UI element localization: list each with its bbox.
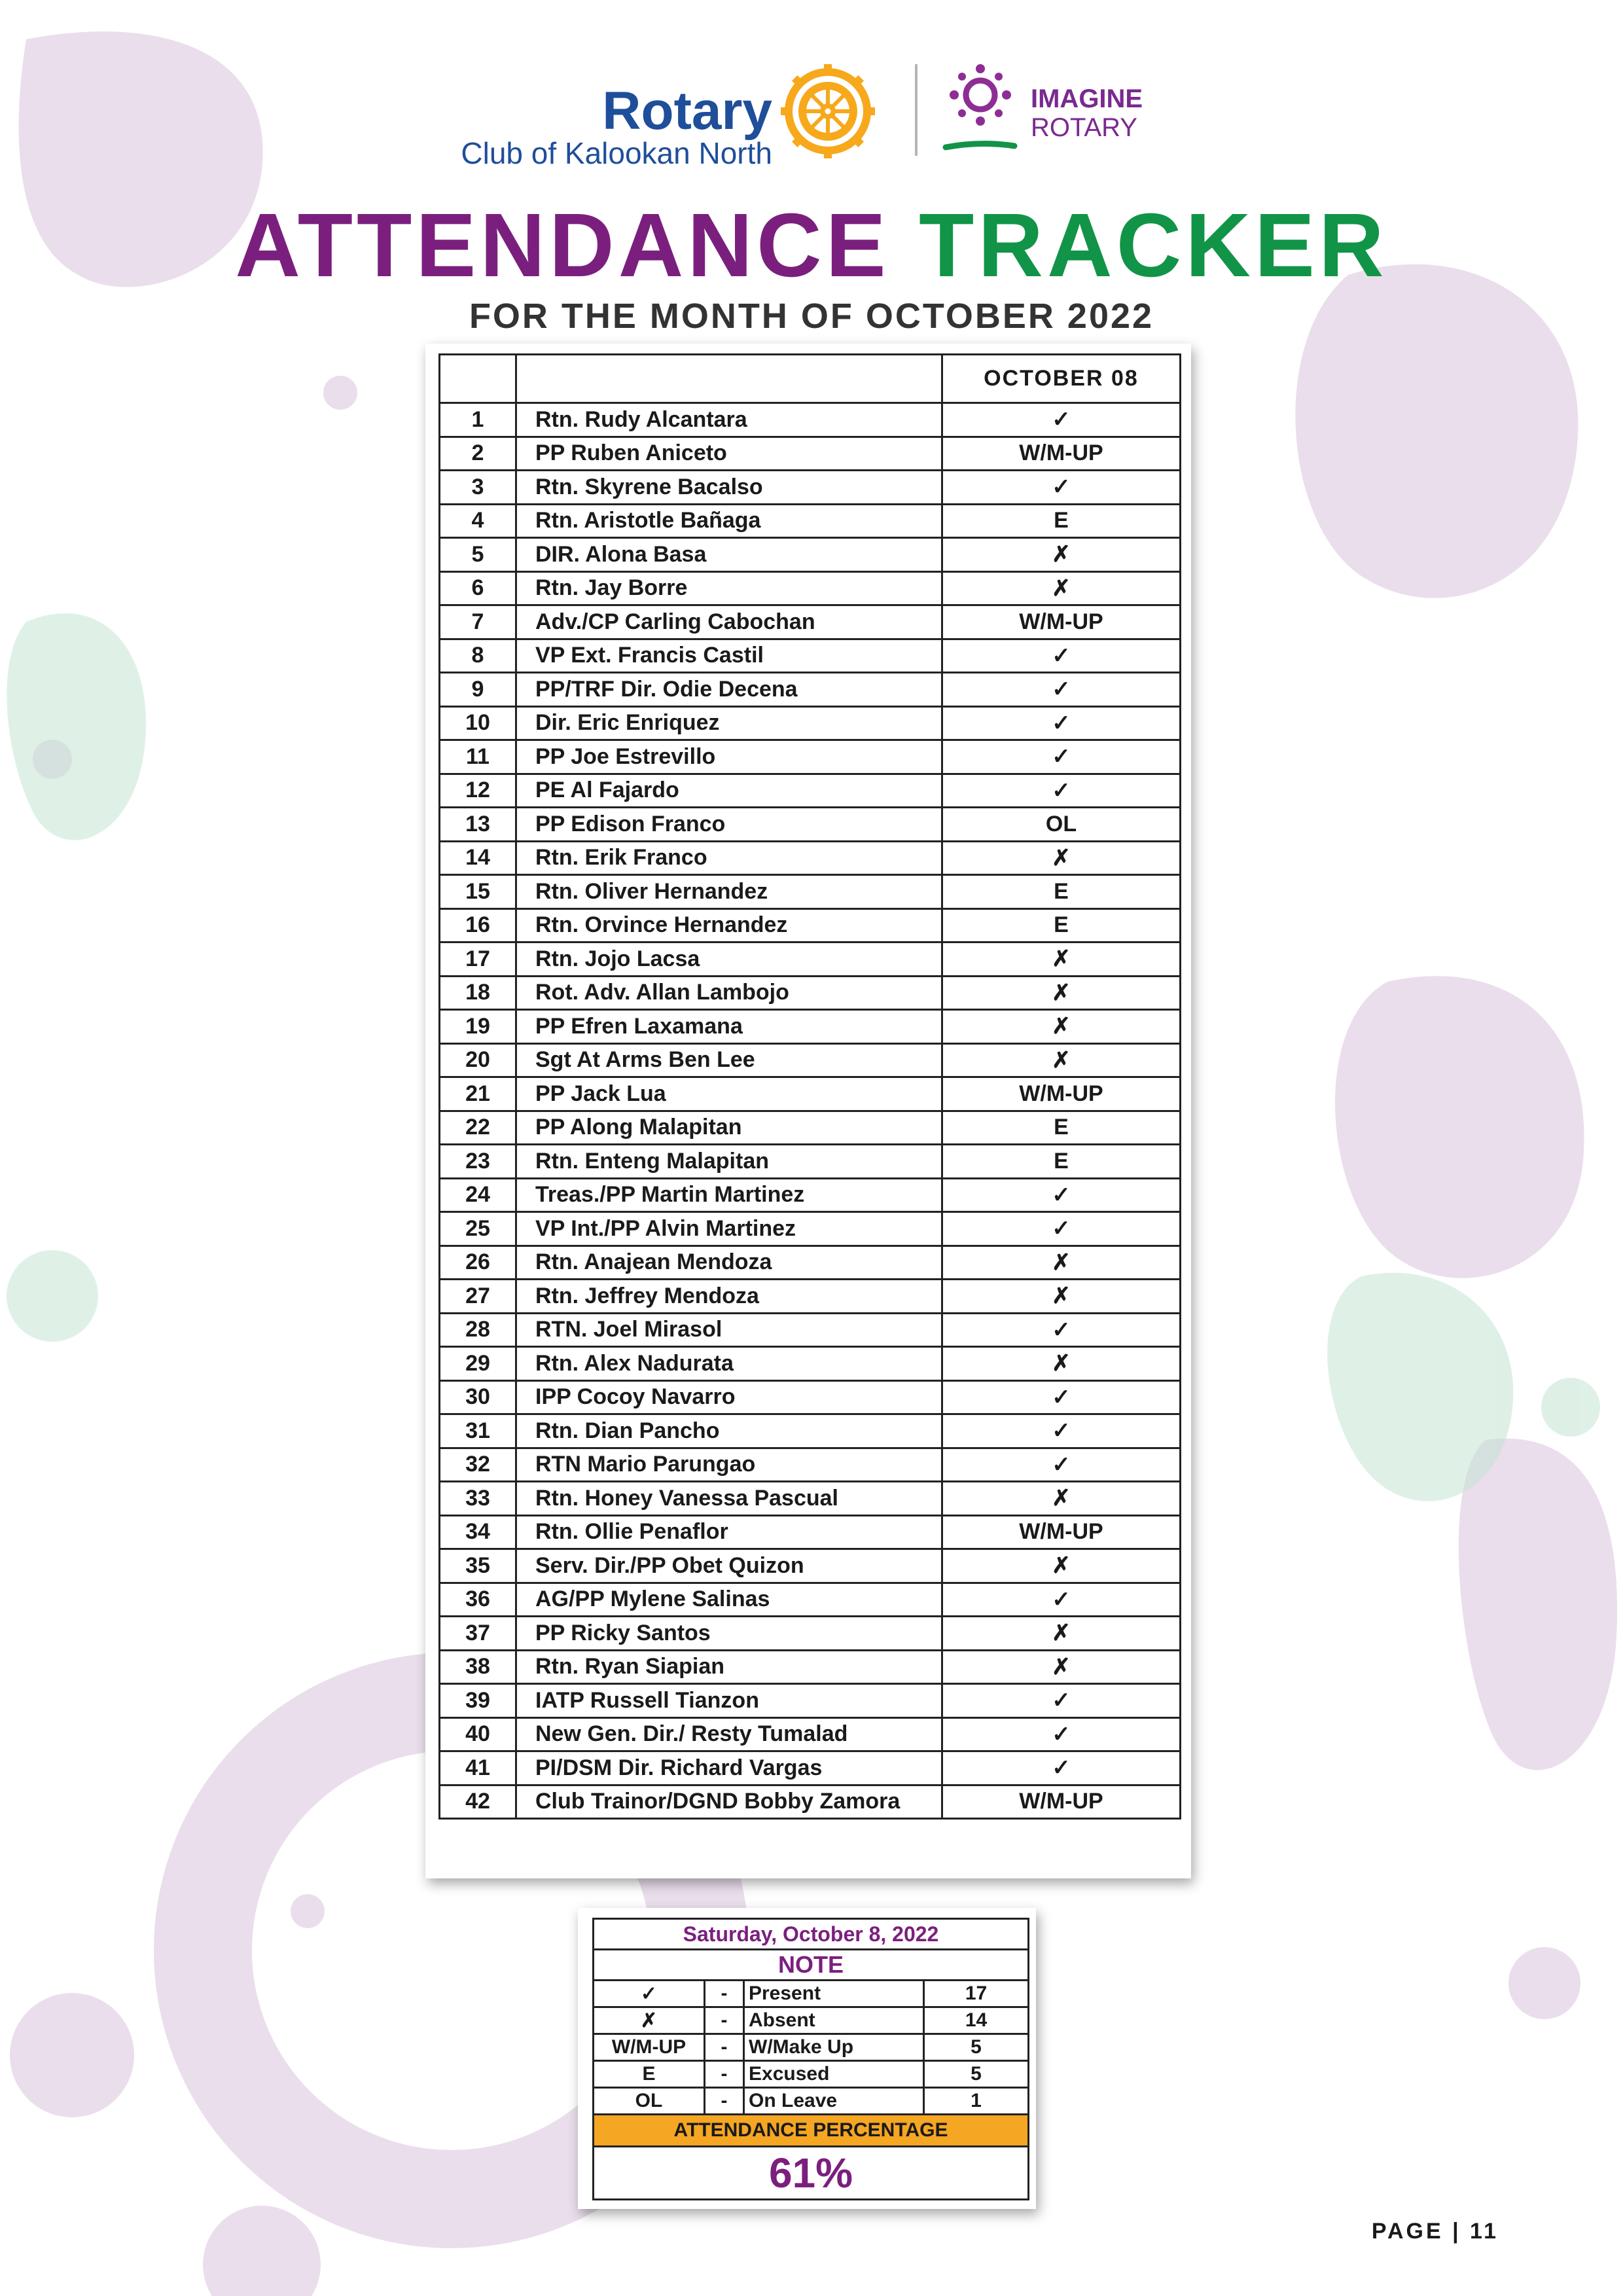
row-num: 21 xyxy=(440,1077,516,1111)
legend-count: 5 xyxy=(924,2034,1029,2061)
row-name: Rtn. Anajean Mendoza xyxy=(516,1246,942,1280)
row-num: 10 xyxy=(440,706,516,740)
row-name: Rtn. Ryan Siapian xyxy=(516,1650,942,1684)
row-status: W/M-UP xyxy=(942,1785,1181,1819)
title-word-tracker: TRACKER xyxy=(919,195,1388,296)
attendance-rows xyxy=(440,403,1181,1819)
rotary-wordmark: Rotary xyxy=(602,81,772,141)
row-name: RTN Mario Parungao xyxy=(516,1448,942,1482)
row-num: 28 xyxy=(440,1313,516,1347)
row-num: 18 xyxy=(440,976,516,1010)
row-name: Adv./CP Carling Cabochan xyxy=(516,605,942,639)
row-name: Rtn. Erik Franco xyxy=(516,841,942,875)
row-num: 11 xyxy=(440,740,516,774)
row-num: 38 xyxy=(440,1650,516,1684)
row-name: Rtn. Alex Nadurata xyxy=(516,1347,942,1381)
row-name: Rtn. Aristotle Bañaga xyxy=(516,504,942,538)
row-status: ✓ xyxy=(942,1684,1181,1718)
table-row xyxy=(440,1617,1181,1651)
row-num: 9 xyxy=(440,673,516,707)
table-row xyxy=(440,504,1181,538)
row-status: ✗ xyxy=(942,1010,1181,1044)
row-status: ✗ xyxy=(942,1549,1181,1583)
legend-dash: - xyxy=(705,2061,744,2088)
table-row xyxy=(440,471,1181,505)
row-num: 29 xyxy=(440,1347,516,1381)
table-row xyxy=(440,1482,1181,1516)
row-status: ✗ xyxy=(942,1280,1181,1314)
row-status: ✓ xyxy=(942,706,1181,740)
row-status: ✓ xyxy=(942,1717,1181,1751)
row-name: Dir. Eric Enriquez xyxy=(516,706,942,740)
row-num: 25 xyxy=(440,1212,516,1246)
row-status: E xyxy=(942,1111,1181,1145)
row-status: ✓ xyxy=(942,1751,1181,1785)
legend-label: Absent xyxy=(744,2007,924,2034)
row-name: Rtn. Oliver Hernandez xyxy=(516,875,942,909)
row-name: PP Edison Franco xyxy=(516,808,942,842)
row-status: ✓ xyxy=(942,1212,1181,1246)
table-row xyxy=(440,673,1181,707)
row-status: ✗ xyxy=(942,976,1181,1010)
table-row xyxy=(440,1684,1181,1718)
row-num: 19 xyxy=(440,1010,516,1044)
row-name: Sgt At Arms Ben Lee xyxy=(516,1043,942,1077)
row-name: Rtn. Jeffrey Mendoza xyxy=(516,1280,942,1314)
page-title xyxy=(0,193,1623,298)
page-number: PAGE | 11 xyxy=(1371,2219,1499,2244)
row-status: ✗ xyxy=(942,571,1181,605)
table-row xyxy=(440,1583,1181,1617)
row-status: ✗ xyxy=(942,1650,1181,1684)
table-row xyxy=(440,740,1181,774)
row-status: ✓ xyxy=(942,1178,1181,1212)
row-name: Serv. Dir./PP Obet Quizon xyxy=(516,1549,942,1583)
legend-row xyxy=(594,2061,1029,2088)
legend-symbol: OL xyxy=(594,2088,705,2115)
table-row xyxy=(440,1414,1181,1448)
legend-count: 5 xyxy=(924,2061,1029,2088)
row-name: Rtn. Enteng Malapitan xyxy=(516,1145,942,1179)
table-row xyxy=(440,841,1181,875)
row-num: 31 xyxy=(440,1414,516,1448)
page-subtitle: FOR THE MONTH OF OCTOBER 2022 xyxy=(469,296,1154,336)
row-status: ✓ xyxy=(942,1583,1181,1617)
legend-count: 1 xyxy=(924,2088,1029,2115)
row-name: Rtn. Jay Borre xyxy=(516,571,942,605)
table-row xyxy=(440,942,1181,977)
table-row xyxy=(440,605,1181,639)
legend-row xyxy=(594,2088,1029,2115)
row-status: ✓ xyxy=(942,403,1181,437)
table-row xyxy=(440,1178,1181,1212)
table-row xyxy=(440,1212,1181,1246)
table-row xyxy=(440,1717,1181,1751)
imagine-rotary-logo xyxy=(942,62,1178,160)
summary-card xyxy=(578,1908,1036,2209)
header-num-cell xyxy=(440,355,516,403)
row-name: PP Ruben Aniceto xyxy=(516,437,942,471)
row-name: PI/DSM Dir. Richard Vargas xyxy=(516,1751,942,1785)
table-row xyxy=(440,1077,1181,1111)
row-num: 36 xyxy=(440,1583,516,1617)
table-row xyxy=(440,875,1181,909)
rotary-wheel-icon xyxy=(779,62,877,160)
row-num: 30 xyxy=(440,1380,516,1414)
row-num: 42 xyxy=(440,1785,516,1819)
legend-count: 14 xyxy=(924,2007,1029,2034)
table-row xyxy=(440,437,1181,471)
row-status: E xyxy=(942,1145,1181,1179)
table-row xyxy=(440,1145,1181,1179)
row-status: E xyxy=(942,875,1181,909)
table-row xyxy=(440,908,1181,942)
row-num: 20 xyxy=(440,1043,516,1077)
row-name: IATP Russell Tianzon xyxy=(516,1684,942,1718)
percentage-label-row xyxy=(594,2115,1029,2147)
row-num: 37 xyxy=(440,1617,516,1651)
row-name: PP Efren Laxamana xyxy=(516,1010,942,1044)
legend-label: Excused xyxy=(744,2061,924,2088)
header-name-cell xyxy=(516,355,942,403)
row-num: 23 xyxy=(440,1145,516,1179)
row-num: 27 xyxy=(440,1280,516,1314)
row-status: W/M-UP xyxy=(942,605,1181,639)
attendance-percentage-label: ATTENDANCE PERCENTAGE xyxy=(594,2115,1029,2147)
row-name: VP Ext. Francis Castil xyxy=(516,639,942,673)
table-row xyxy=(440,571,1181,605)
row-status: OL xyxy=(942,808,1181,842)
row-status: ✓ xyxy=(942,774,1181,808)
row-status: E xyxy=(942,504,1181,538)
row-name: VP Int./PP Alvin Martinez xyxy=(516,1212,942,1246)
row-name: PP Along Malapitan xyxy=(516,1111,942,1145)
row-name: Rtn. Ollie Penaflor xyxy=(516,1515,942,1549)
row-name: DIR. Alona Basa xyxy=(516,538,942,572)
table-row xyxy=(440,1549,1181,1583)
row-status: ✗ xyxy=(942,1617,1181,1651)
legend-dash: - xyxy=(705,2088,744,2115)
legend-symbol: ✗ xyxy=(594,2007,705,2034)
summary-note-label: NOTE xyxy=(594,1950,1029,1981)
row-status: ✗ xyxy=(942,841,1181,875)
row-status: ✗ xyxy=(942,1482,1181,1516)
legend-dash: - xyxy=(705,2034,744,2061)
attendance-card xyxy=(425,344,1191,1878)
row-num: 26 xyxy=(440,1246,516,1280)
row-status: E xyxy=(942,908,1181,942)
summary-note-row xyxy=(594,1950,1029,1981)
row-status: ✓ xyxy=(942,639,1181,673)
table-row xyxy=(440,1111,1181,1145)
summary-table xyxy=(592,1918,1029,2200)
table-row xyxy=(440,706,1181,740)
table-row xyxy=(440,1650,1181,1684)
table-row xyxy=(440,774,1181,808)
row-num: 24 xyxy=(440,1178,516,1212)
rotary-logo xyxy=(461,62,897,173)
row-num: 32 xyxy=(440,1448,516,1482)
row-num: 13 xyxy=(440,808,516,842)
row-num: 40 xyxy=(440,1717,516,1751)
row-name: PP Ricky Santos xyxy=(516,1617,942,1651)
row-num: 22 xyxy=(440,1111,516,1145)
row-num: 12 xyxy=(440,774,516,808)
row-name: Rtn. Honey Vanessa Pascual xyxy=(516,1482,942,1516)
attendance-percentage: 61% xyxy=(594,2147,1029,2200)
table-row xyxy=(440,1347,1181,1381)
header-date-cell: OCTOBER 08 xyxy=(942,355,1181,403)
row-status: ✗ xyxy=(942,1246,1181,1280)
row-name: Rtn. Skyrene Bacalso xyxy=(516,471,942,505)
table-row xyxy=(440,1043,1181,1077)
row-status: ✓ xyxy=(942,471,1181,505)
row-status: W/M-UP xyxy=(942,437,1181,471)
legend-dash: - xyxy=(705,2007,744,2034)
row-status: ✓ xyxy=(942,1380,1181,1414)
row-status: ✓ xyxy=(942,1414,1181,1448)
row-num: 6 xyxy=(440,571,516,605)
row-num: 35 xyxy=(440,1549,516,1583)
table-row xyxy=(440,1380,1181,1414)
row-status: ✓ xyxy=(942,673,1181,707)
row-name: Rtn. Dian Pancho xyxy=(516,1414,942,1448)
row-name: PP/TRF Dir. Odie Decena xyxy=(516,673,942,707)
table-row xyxy=(440,538,1181,572)
row-num: 7 xyxy=(440,605,516,639)
row-num: 8 xyxy=(440,639,516,673)
table-row xyxy=(440,639,1181,673)
legend-row xyxy=(594,1981,1029,2007)
table-row xyxy=(440,1751,1181,1785)
legend-row xyxy=(594,2007,1029,2034)
table-row xyxy=(440,1246,1181,1280)
table-row xyxy=(440,1515,1181,1549)
row-num: 2 xyxy=(440,437,516,471)
row-num: 39 xyxy=(440,1684,516,1718)
legend-label: W/Make Up xyxy=(744,2034,924,2061)
row-name: PP Jack Lua xyxy=(516,1077,942,1111)
row-status: W/M-UP xyxy=(942,1515,1181,1549)
row-name: Rtn. Rudy Alcantara xyxy=(516,403,942,437)
row-num: 3 xyxy=(440,471,516,505)
title-word-attendance: ATTENDANCE xyxy=(235,195,890,296)
row-status: ✓ xyxy=(942,1313,1181,1347)
row-name: New Gen. Dir./ Resty Tumalad xyxy=(516,1717,942,1751)
row-num: 41 xyxy=(440,1751,516,1785)
table-row xyxy=(440,1785,1181,1819)
row-status: ✗ xyxy=(942,1347,1181,1381)
row-status: ✗ xyxy=(942,538,1181,572)
percentage-row xyxy=(594,2147,1029,2200)
row-name: Rtn. Orvince Hernandez xyxy=(516,908,942,942)
legend-symbol: E xyxy=(594,2061,705,2088)
row-status: ✓ xyxy=(942,1448,1181,1482)
legend-label: On Leave xyxy=(744,2088,924,2115)
legend-symbol: W/M-UP xyxy=(594,2034,705,2061)
row-name: PE Al Fajardo xyxy=(516,774,942,808)
table-row xyxy=(440,1010,1181,1044)
row-name: IPP Cocoy Navarro xyxy=(516,1380,942,1414)
club-name: Club of Kalookan North xyxy=(461,136,772,170)
row-num: 14 xyxy=(440,841,516,875)
row-num: 4 xyxy=(440,504,516,538)
row-status: ✓ xyxy=(942,740,1181,774)
legend-symbol: ✓ xyxy=(594,1981,705,2007)
header-divider xyxy=(915,64,918,156)
row-num: 1 xyxy=(440,403,516,437)
summary-date-row xyxy=(594,1919,1029,1950)
table-header-row xyxy=(440,355,1181,403)
table-row xyxy=(440,808,1181,842)
row-num: 33 xyxy=(440,1482,516,1516)
legend-row xyxy=(594,2034,1029,2061)
imagine-rotary-icon xyxy=(942,62,1018,160)
imagine-line2: ROTARY xyxy=(1031,113,1137,142)
row-name: PP Joe Estrevillo xyxy=(516,740,942,774)
legend-count: 17 xyxy=(924,1981,1029,2007)
table-row xyxy=(440,1280,1181,1314)
row-status: ✗ xyxy=(942,1043,1181,1077)
row-num: 5 xyxy=(440,538,516,572)
table-row xyxy=(440,403,1181,437)
row-status: W/M-UP xyxy=(942,1077,1181,1111)
row-name: Treas./PP Martin Martinez xyxy=(516,1178,942,1212)
row-name: Rtn. Jojo Lacsa xyxy=(516,942,942,977)
legend-label: Present xyxy=(744,1981,924,2007)
row-status: ✗ xyxy=(942,942,1181,977)
row-name: Rot. Adv. Allan Lambojo xyxy=(516,976,942,1010)
table-row xyxy=(440,1448,1181,1482)
imagine-line1: IMAGINE xyxy=(1031,84,1143,113)
row-num: 16 xyxy=(440,908,516,942)
row-name: Club Trainor/DGND Bobby Zamora xyxy=(516,1785,942,1819)
row-name: RTN. Joel Mirasol xyxy=(516,1313,942,1347)
legend-dash: - xyxy=(705,1981,744,2007)
row-num: 34 xyxy=(440,1515,516,1549)
row-num: 17 xyxy=(440,942,516,977)
row-name: AG/PP Mylene Salinas xyxy=(516,1583,942,1617)
table-row xyxy=(440,976,1181,1010)
attendance-table xyxy=(438,353,1181,1820)
row-num: 15 xyxy=(440,875,516,909)
table-row xyxy=(440,1313,1181,1347)
summary-date: Saturday, October 8, 2022 xyxy=(594,1919,1029,1950)
imagine-rotary-text xyxy=(1031,84,1143,142)
